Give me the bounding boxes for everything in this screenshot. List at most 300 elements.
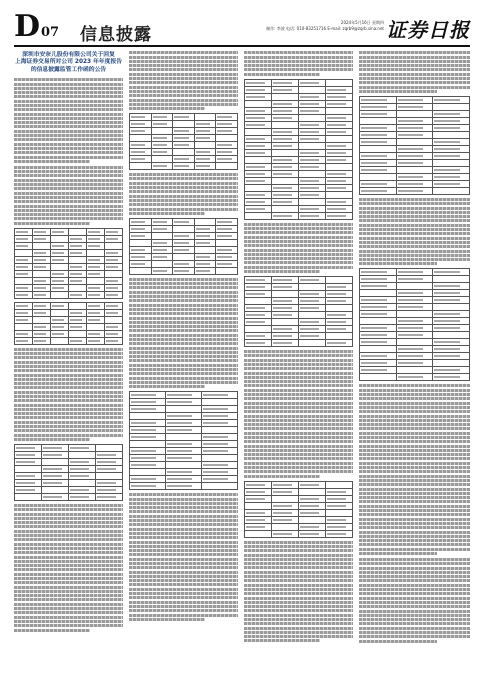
- text-line: [129, 562, 238, 565]
- table-row: [15, 337, 123, 344]
- table-cell: [433, 187, 470, 194]
- table-cell: [194, 253, 216, 260]
- text-line: [14, 611, 123, 614]
- text-line: [14, 560, 123, 563]
- table-cell: [360, 131, 397, 138]
- text-line: [14, 95, 123, 98]
- text-line: [359, 509, 470, 512]
- table-cell: [166, 420, 202, 427]
- table-cell: [202, 413, 238, 420]
- text-line: [14, 586, 123, 589]
- table-cell: [299, 326, 326, 333]
- text-line: [129, 381, 238, 384]
- table-cell: [130, 469, 166, 476]
- table-cell: [96, 451, 123, 458]
- text-line: [244, 270, 320, 273]
- table-cell: [173, 239, 195, 246]
- table-cell: [15, 302, 33, 309]
- table-row: [130, 462, 238, 469]
- text-line: [129, 541, 238, 544]
- table-row: [360, 360, 470, 367]
- table-cell: [33, 228, 51, 235]
- table-cell: [326, 326, 353, 333]
- text-line: [359, 640, 437, 643]
- text-line: [244, 367, 353, 370]
- text-line: [129, 368, 238, 371]
- text-line: [129, 329, 238, 332]
- table-row: [15, 330, 123, 337]
- table-cell: [87, 337, 105, 344]
- table-cell: [360, 318, 397, 325]
- text-line: [14, 564, 123, 567]
- table-cell: [396, 339, 433, 346]
- table-cell: [69, 291, 87, 298]
- table-cell: [326, 142, 353, 149]
- table-cell: [15, 291, 33, 298]
- table-cell: [105, 256, 123, 263]
- text-line: [14, 78, 123, 81]
- data-table: [244, 481, 353, 538]
- table-cell: [396, 269, 433, 276]
- text-line: [244, 609, 353, 612]
- text-line: [359, 605, 470, 608]
- table-cell: [87, 309, 105, 316]
- text-line: [359, 73, 470, 76]
- table-cell: [272, 170, 299, 177]
- table-cell: [69, 493, 96, 500]
- text-line: [129, 510, 238, 513]
- table-cell: [105, 277, 123, 284]
- table-cell: [272, 291, 299, 298]
- text-line: [359, 86, 470, 89]
- text-line: [359, 224, 470, 227]
- table-cell: [15, 277, 33, 284]
- table-cell: [51, 284, 69, 291]
- table-cell: [33, 337, 51, 344]
- text-line: [244, 73, 320, 76]
- table-row: [245, 135, 353, 142]
- table-row: [360, 374, 470, 381]
- table-cell: [272, 530, 299, 537]
- table-row: [360, 318, 470, 325]
- table-cell: [326, 305, 353, 312]
- table-cell: [299, 114, 326, 121]
- table-cell: [33, 270, 51, 277]
- text-line: [14, 421, 123, 424]
- table-row: [360, 138, 470, 145]
- table-cell: [33, 249, 51, 256]
- table-row: [130, 142, 238, 149]
- table-cell: [299, 516, 326, 523]
- text-line: [129, 536, 238, 539]
- text-line: [14, 530, 123, 533]
- text-line: [14, 352, 123, 355]
- table-cell: [105, 228, 123, 235]
- table-row: [360, 103, 470, 110]
- text-line: [129, 317, 238, 320]
- text-line: [14, 438, 90, 441]
- text-line: [359, 56, 470, 59]
- table-row: [130, 427, 238, 434]
- text-line: [244, 257, 353, 260]
- text-line: [14, 365, 123, 368]
- table-cell: [42, 472, 69, 479]
- text-line: [244, 372, 353, 375]
- table-cell: [96, 479, 123, 486]
- text-line: [14, 121, 123, 124]
- table-row: [130, 260, 238, 267]
- table-row: [245, 340, 353, 347]
- text-line: [359, 410, 470, 413]
- text-line: [359, 505, 470, 508]
- text-line: [359, 462, 470, 465]
- table-cell: [433, 103, 470, 110]
- text-line: [129, 558, 238, 561]
- table-cell: [96, 472, 123, 479]
- text-line: [359, 440, 470, 443]
- table-cell: [130, 476, 166, 483]
- table-cell: [15, 337, 33, 344]
- table-cell: [245, 333, 272, 340]
- table-cell: [216, 218, 238, 225]
- table-row: [245, 100, 353, 107]
- table-cell: [360, 367, 397, 374]
- table-cell: [15, 284, 33, 291]
- table-cell: [299, 86, 326, 93]
- table-cell: [245, 142, 272, 149]
- table-cell: [166, 476, 202, 483]
- table-row: [245, 516, 353, 523]
- table-cell: [360, 117, 397, 124]
- table-cell: [245, 319, 272, 326]
- table-cell: [272, 107, 299, 114]
- table-cell: [360, 152, 397, 159]
- table-cell: [173, 246, 195, 253]
- table-cell: [173, 128, 195, 135]
- table-cell: [360, 346, 397, 353]
- text-line: [14, 196, 123, 199]
- text-line: [129, 498, 238, 501]
- table-cell: [326, 277, 353, 284]
- table-row: [360, 96, 470, 103]
- table-cell: [51, 302, 69, 309]
- text-line: [359, 262, 437, 265]
- text-line: [129, 334, 238, 337]
- text-line: [359, 228, 470, 231]
- table-cell: [216, 135, 238, 142]
- text-line: [129, 592, 238, 595]
- table-cell: [105, 249, 123, 256]
- table-row: [360, 110, 470, 117]
- table-cell: [33, 235, 51, 242]
- table-cell: [326, 149, 353, 156]
- text-line: [359, 219, 470, 222]
- text-line: [14, 160, 90, 163]
- body-text-block: [14, 504, 123, 632]
- text-line: [359, 601, 470, 604]
- table-cell: [396, 145, 433, 152]
- text-line: [14, 361, 123, 364]
- section-letter: D: [14, 9, 41, 44]
- table-cell: [202, 434, 238, 441]
- text-line: [129, 60, 238, 63]
- table-cell: [33, 309, 51, 316]
- table-cell: [396, 110, 433, 117]
- table-cell: [96, 444, 123, 451]
- text-line: [129, 351, 238, 354]
- text-line: [129, 532, 238, 535]
- table-row: [130, 406, 238, 413]
- text-line: [244, 558, 353, 561]
- header-meta: [224, 20, 384, 32]
- table-cell: [396, 117, 433, 124]
- table-cell: [433, 325, 470, 332]
- table-cell: [105, 316, 123, 323]
- table-cell: [130, 121, 152, 128]
- text-line: [14, 521, 123, 524]
- table-cell: [216, 114, 238, 121]
- table-row: [15, 472, 123, 479]
- table-row: [130, 483, 238, 490]
- text-line: [129, 571, 238, 574]
- table-cell: [360, 269, 397, 276]
- table-cell: [245, 516, 272, 523]
- text-line: [244, 545, 353, 548]
- table-cell: [360, 187, 397, 194]
- table-cell: [326, 502, 353, 509]
- table-cell: [299, 79, 326, 86]
- text-line: [359, 571, 470, 574]
- table-cell: [15, 249, 33, 256]
- table-cell: [202, 448, 238, 455]
- table-cell: [33, 256, 51, 263]
- data-table: [129, 113, 238, 170]
- table-row: [360, 276, 470, 283]
- table-cell: [216, 253, 238, 260]
- text-line: [129, 493, 238, 496]
- table-cell: [272, 516, 299, 523]
- table-cell: [216, 260, 238, 267]
- table-row: [130, 413, 238, 420]
- body-text-block: [14, 348, 123, 441]
- text-line: [129, 212, 205, 215]
- table-cell: [433, 367, 470, 374]
- table-cell: [272, 523, 299, 530]
- table-cell: [299, 291, 326, 298]
- text-line: [244, 51, 353, 54]
- table-cell: [433, 283, 470, 290]
- table-cell: [130, 142, 152, 149]
- table-cell: [272, 93, 299, 100]
- table-row: [360, 304, 470, 311]
- text-line: [14, 200, 123, 203]
- text-line: [129, 553, 238, 556]
- table-row: [245, 495, 353, 502]
- table-cell: [326, 198, 353, 205]
- table-row: [15, 291, 123, 298]
- table-cell: [272, 177, 299, 184]
- table-cell: [130, 483, 166, 490]
- text-line: [244, 389, 353, 392]
- table-cell: [245, 291, 272, 298]
- table-cell: [15, 256, 33, 263]
- table-cell: [87, 291, 105, 298]
- table-cell: [216, 149, 238, 156]
- table-cell: [69, 465, 96, 472]
- table-cell: [130, 128, 152, 135]
- table-cell: [245, 205, 272, 212]
- text-line: [129, 278, 238, 281]
- table-cell: [216, 128, 238, 135]
- table-row: [360, 339, 470, 346]
- text-line: [14, 87, 123, 90]
- table-row: [245, 184, 353, 191]
- table-cell: [166, 406, 202, 413]
- table-cell: [15, 486, 42, 493]
- table-cell: [130, 218, 152, 225]
- text-line: [359, 64, 470, 67]
- table-cell: [151, 225, 173, 232]
- text-line: [129, 355, 238, 358]
- table-cell: [87, 235, 105, 242]
- table-cell: [299, 212, 326, 219]
- table-cell: [216, 246, 238, 253]
- table-row: [245, 502, 353, 509]
- table-cell: [202, 469, 238, 476]
- table-row: [360, 283, 470, 290]
- text-line: [14, 616, 123, 619]
- table-cell: [326, 107, 353, 114]
- column-4-body: [359, 51, 470, 642]
- table-row: [130, 135, 238, 142]
- table-cell: [245, 312, 272, 319]
- text-line: [14, 378, 123, 381]
- table-cell: [166, 441, 202, 448]
- table-cell: [194, 225, 216, 232]
- table-cell: [245, 107, 272, 114]
- text-line: [244, 419, 353, 422]
- table-cell: [272, 319, 299, 326]
- text-line: [14, 577, 123, 580]
- text-line: [129, 195, 238, 198]
- table-cell: [299, 298, 326, 305]
- table-cell: [105, 323, 123, 330]
- table-row: [130, 128, 238, 135]
- table-cell: [130, 156, 152, 163]
- text-line: [129, 523, 238, 526]
- table-cell: [194, 156, 216, 163]
- table-cell: [216, 267, 238, 274]
- table-cell: [396, 332, 433, 339]
- table-cell: [245, 149, 272, 156]
- table-row: [245, 205, 353, 212]
- table-cell: [173, 225, 195, 232]
- table-cell: [15, 479, 42, 486]
- text-line: [14, 416, 123, 419]
- text-line: [14, 113, 123, 116]
- text-line: [359, 479, 470, 482]
- text-line: [129, 190, 238, 193]
- text-line: [129, 579, 238, 582]
- table-row: [245, 312, 353, 319]
- text-line: [244, 549, 353, 552]
- table-row: [130, 239, 238, 246]
- table-cell: [15, 309, 33, 316]
- table-cell: [299, 340, 326, 347]
- text-line: [244, 415, 353, 418]
- text-line: [14, 624, 123, 627]
- table-cell: [272, 326, 299, 333]
- table-cell: [433, 145, 470, 152]
- table-cell: [15, 458, 42, 465]
- text-line: [244, 376, 353, 379]
- table-cell: [130, 462, 166, 469]
- table-cell: [33, 302, 51, 309]
- table-cell: [245, 86, 272, 93]
- table-cell: [69, 316, 87, 323]
- text-line: [244, 588, 353, 591]
- table-cell: [360, 159, 397, 166]
- table-cell: [299, 305, 326, 312]
- table-cell: [130, 413, 166, 420]
- table-row: [15, 284, 123, 291]
- text-line: [244, 631, 353, 634]
- table-row: [360, 131, 470, 138]
- text-line: [359, 522, 470, 525]
- text-line: [129, 325, 238, 328]
- table-cell: [360, 173, 397, 180]
- text-line: [14, 192, 123, 195]
- table-row: [360, 145, 470, 152]
- table-cell: [15, 263, 33, 270]
- text-line: [244, 436, 353, 439]
- text-line: [14, 551, 123, 554]
- text-line: [359, 232, 470, 235]
- table-row: [360, 332, 470, 339]
- table-cell: [396, 346, 433, 353]
- text-line: [129, 64, 238, 67]
- text-line: [244, 393, 353, 396]
- text-line: [14, 517, 123, 520]
- table-cell: [105, 284, 123, 291]
- table-cell: [51, 277, 69, 284]
- text-line: [244, 423, 353, 426]
- table-cell: [69, 242, 87, 249]
- body-text-block: [244, 350, 353, 478]
- table-cell: [69, 472, 96, 479]
- table-cell: [396, 353, 433, 360]
- table-row: [15, 486, 123, 493]
- table-cell: [87, 256, 105, 263]
- text-line: [359, 470, 470, 473]
- table-cell: [360, 138, 397, 145]
- table-cell: [299, 284, 326, 291]
- table-cell: [15, 323, 33, 330]
- column-2-body: [129, 51, 238, 621]
- table-cell: [130, 149, 152, 156]
- table-cell: [15, 330, 33, 337]
- text-line: [14, 386, 123, 389]
- text-line: [244, 618, 353, 621]
- table-cell: [105, 270, 123, 277]
- table-cell: [69, 277, 87, 284]
- table-cell: [51, 337, 69, 344]
- table-cell: [245, 114, 272, 121]
- table-cell: [69, 337, 87, 344]
- table-cell: [130, 434, 166, 441]
- table-row: [245, 128, 353, 135]
- table-cell: [151, 232, 173, 239]
